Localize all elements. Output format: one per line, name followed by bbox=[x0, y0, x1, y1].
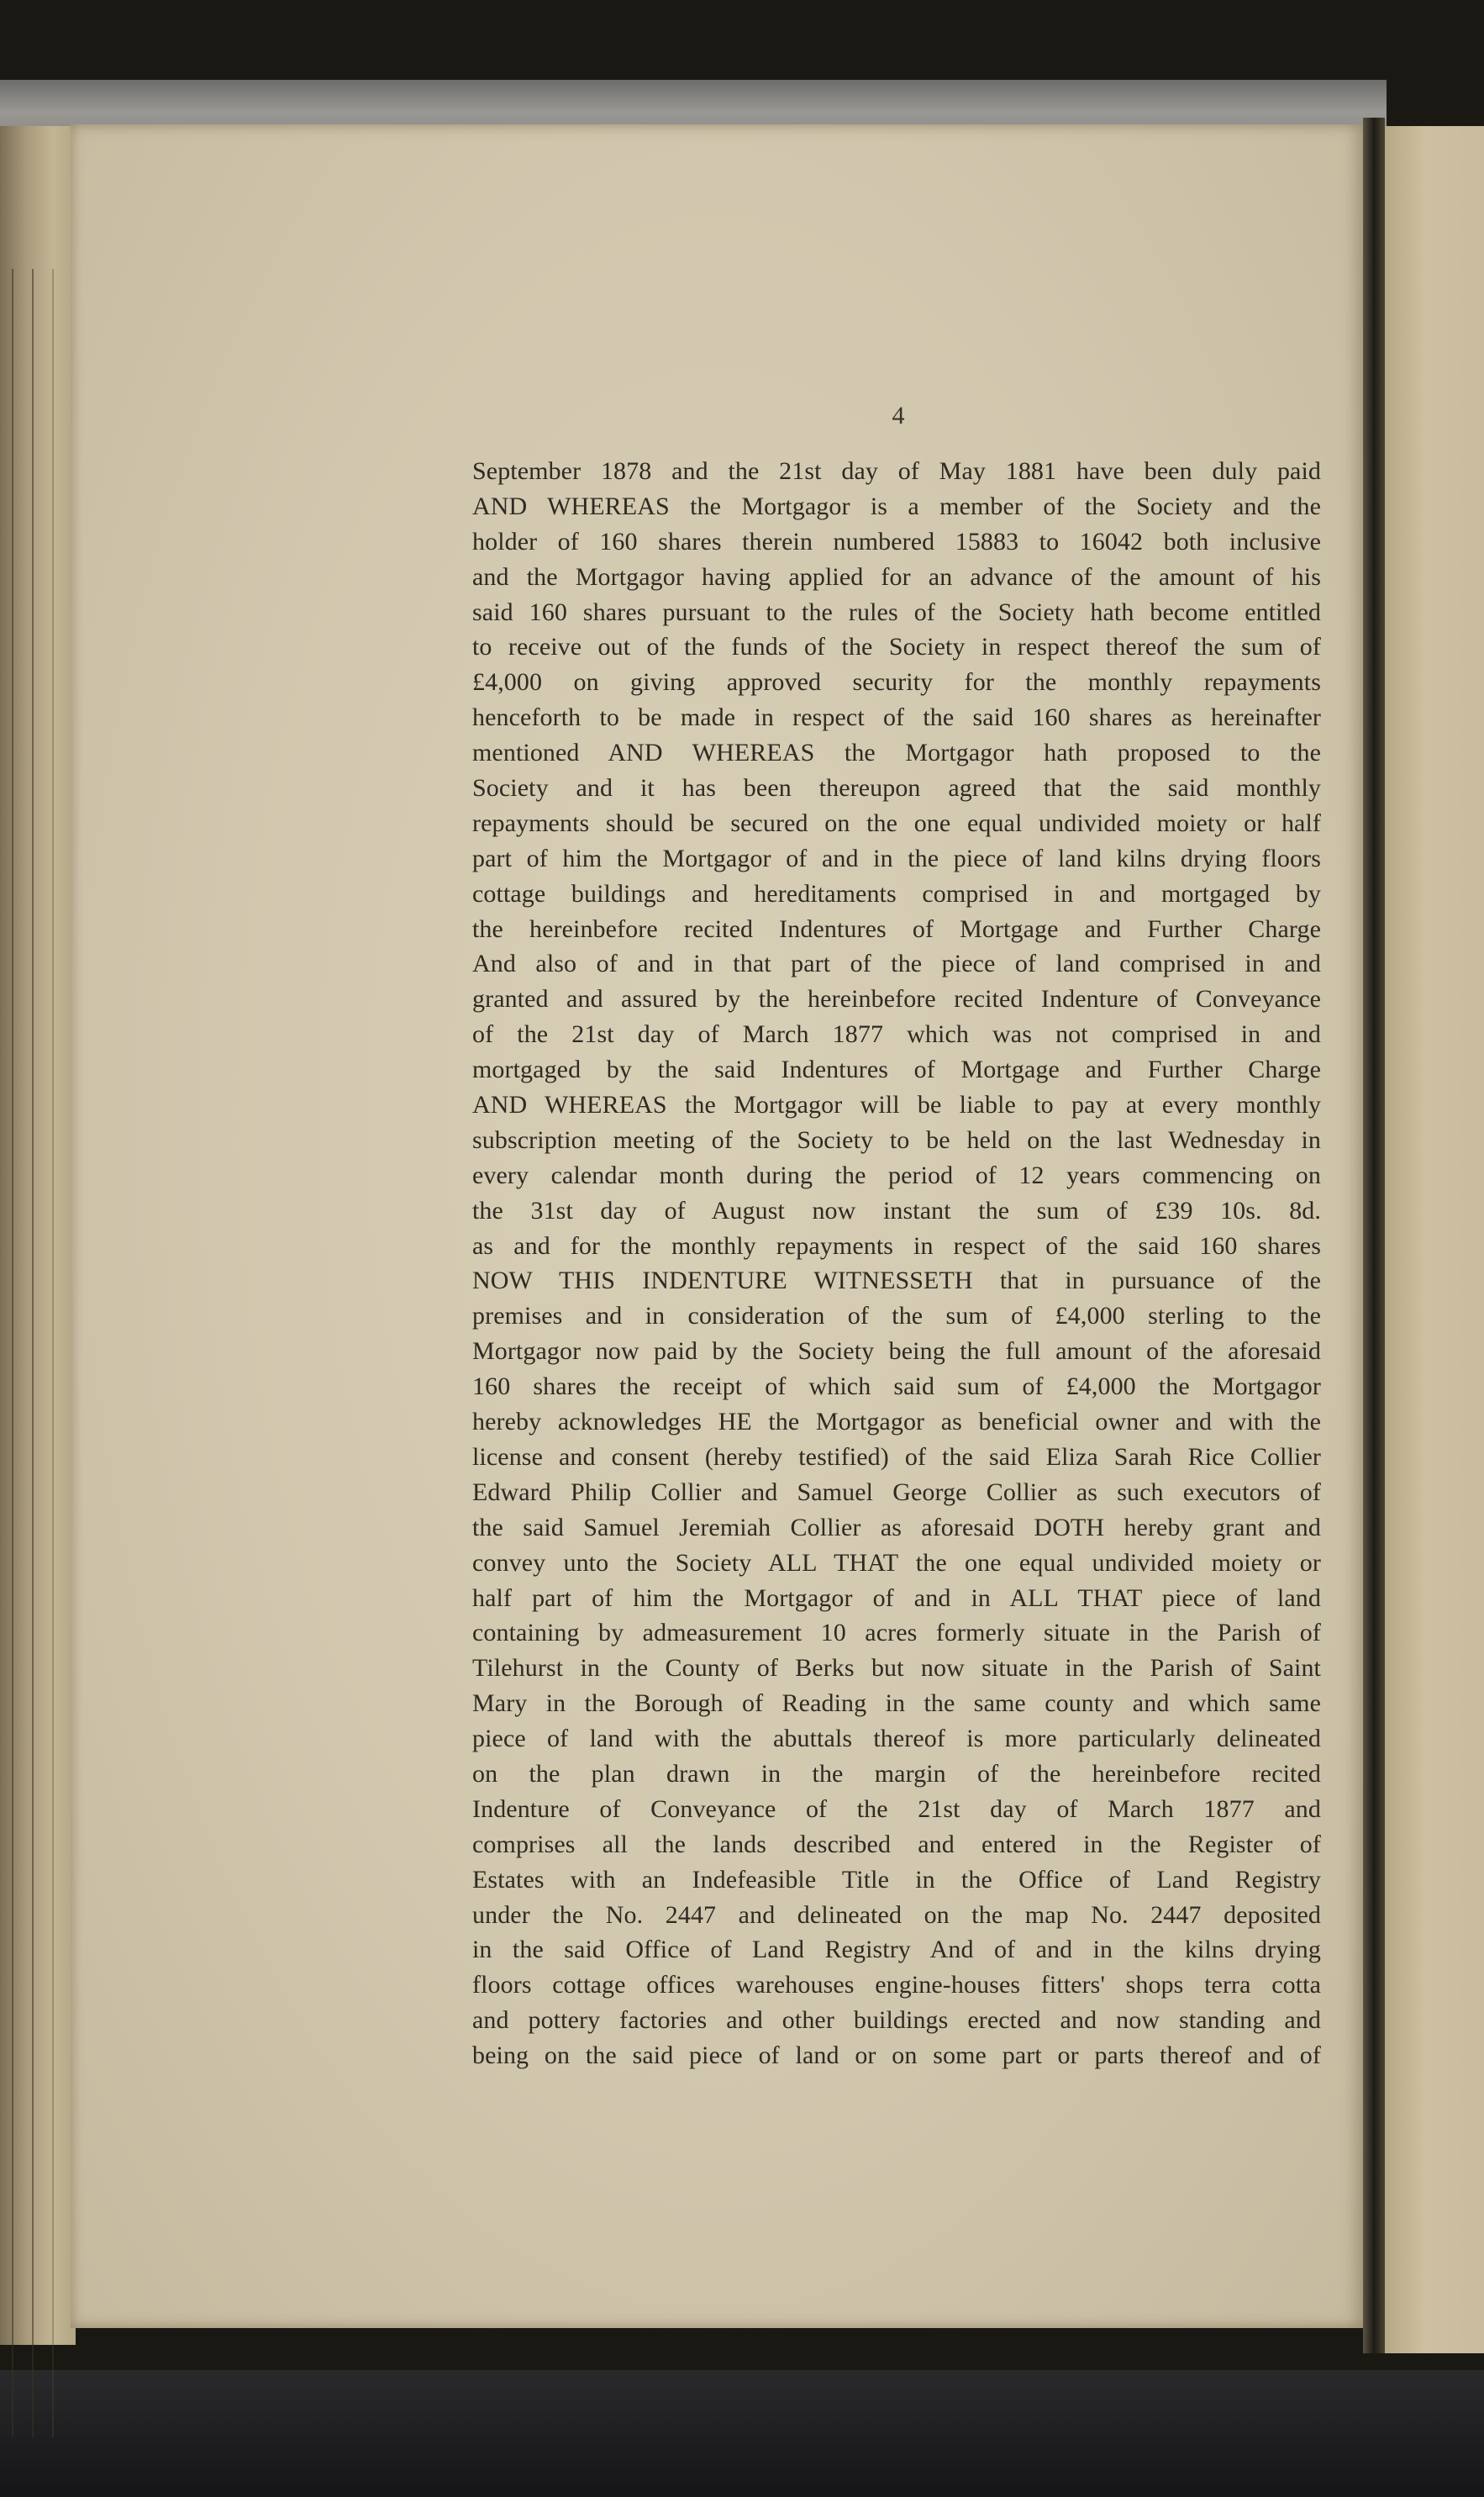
text-line: Mortgagor now paid by the Society being the full amount of the aforesaid bbox=[472, 1337, 1321, 1366]
facing-page-edge bbox=[1385, 126, 1484, 2353]
book-gutter bbox=[1363, 118, 1385, 2353]
text-line: license and consent (hereby testified) of the said Eliza Sarah Rice Collier bbox=[472, 1442, 1321, 1471]
text-line: on the plan drawn in the margin of the hereinbefore recited bbox=[472, 1759, 1321, 1788]
text-line: subscription meeting of the Society to be held on the last Wednesday in bbox=[472, 1125, 1321, 1154]
text-line: AND WHEREAS the Mortgagor is a member of the Society and the bbox=[472, 492, 1321, 520]
text-line: under the No. 2447 and delineated on the map No. 2447 deposited bbox=[472, 1900, 1321, 1929]
text-line: repayments should be secured on the one equal undivided moiety or half bbox=[472, 809, 1321, 837]
text-line: comprises all the lands described and entered in the Register of bbox=[472, 1830, 1321, 1858]
text-line: Tilehurst in the County of Berks but now situate in the Parish of Saint bbox=[472, 1654, 1321, 1683]
text-line: every calendar month during the period of 12 years commencing on bbox=[472, 1161, 1321, 1189]
body-text bbox=[472, 454, 1321, 2073]
text-line: half part of him the Mortgagor of and in ALL THAT piece of land bbox=[472, 1583, 1321, 1612]
page-edge-line bbox=[32, 269, 34, 2437]
text-line: being on the said piece of land or on some part or parts thereof and of bbox=[472, 2041, 1321, 2070]
binding-cloth bbox=[0, 2370, 1484, 2497]
text-line: part of him the Mortgagor of and in the piece of land kilns drying floors bbox=[472, 844, 1321, 872]
text-line: to receive out of the funds of the Society in respect thereof the sum of bbox=[472, 633, 1321, 661]
text-line: convey unto the Society ALL THAT the one equal undivided moiety or bbox=[472, 1548, 1321, 1577]
text-line: Society and it has been thereupon agreed that the said monthly bbox=[472, 774, 1321, 803]
text-line: NOW THIS INDENTURE WITNESSETH that in pursuance of the bbox=[472, 1267, 1321, 1295]
page-edge-line bbox=[12, 269, 13, 2437]
text-line: premises and in consideration of the sum of £4,000 sterling to the bbox=[472, 1302, 1321, 1330]
text-line: AND WHEREAS the Mortgagor will be liable to pay at every monthly bbox=[472, 1091, 1321, 1119]
text-line: as and for the monthly repayments in respect of the said 160 shares bbox=[472, 1231, 1321, 1260]
page-edge-line bbox=[52, 269, 54, 2437]
text-line: mortgaged by the said Indentures of Mortgage and Further Charge bbox=[472, 1056, 1321, 1084]
text-line: containing by admeasurement 10 acres formerly situate in the Parish of bbox=[472, 1619, 1321, 1647]
text-line: said 160 shares pursuant to the rules of the Society hath become entitled bbox=[472, 598, 1321, 626]
text-line: granted and assured by the hereinbefore recited Indenture of Conveyance bbox=[472, 985, 1321, 1014]
text-line: piece of land with the abuttals thereof is more particularly delineated bbox=[472, 1725, 1321, 1753]
text-line: of the 21st day of March 1877 which was not comprised in and bbox=[472, 1020, 1321, 1049]
text-line: the hereinbefore recited Indentures of Mortgage and Further Charge bbox=[472, 914, 1321, 943]
left-page-stack bbox=[0, 126, 76, 2345]
text-line: 160 shares the receipt of which said sum of £4,000 the Mortgagor bbox=[472, 1372, 1321, 1401]
text-line: Indenture of Conveyance of the 21st day of March 1877 and bbox=[472, 1794, 1321, 1823]
page-number: 4 bbox=[892, 402, 905, 429]
text-line: in the said Office of Land Registry And of and in the kilns drying bbox=[472, 1936, 1321, 1964]
text-line: September 1878 and the 21st day of May 1881 have been duly paid bbox=[472, 457, 1321, 485]
text-line: cottage buildings and hereditaments comprised in and mortgaged by bbox=[472, 879, 1321, 908]
text-line: the 31st day of August now instant the sum of £39 10s. 8d. bbox=[472, 1196, 1321, 1225]
text-line: Mary in the Borough of Reading in the same county and which same bbox=[472, 1689, 1321, 1718]
text-line: hereby acknowledges HE the Mortgagor as beneficial owner and with the bbox=[472, 1408, 1321, 1436]
text-line: and pottery factories and other buildings erected and now standing and bbox=[472, 2006, 1321, 2035]
text-line: holder of 160 shares therein numbered 15883 to 16042 both inclusive bbox=[472, 527, 1321, 556]
text-line: Estates with an Indefeasible Title in the Office of Land Registry bbox=[472, 1865, 1321, 1894]
text-line: henceforth to be made in respect of the said 160 shares as hereinafter bbox=[472, 703, 1321, 732]
text-line: and the Mortgagor having applied for an advance of the amount of his bbox=[472, 562, 1321, 591]
text-line: £4,000 on giving approved security for the monthly repayments bbox=[472, 668, 1321, 697]
text-line: mentioned AND WHEREAS the Mortgagor hath proposed to the bbox=[472, 739, 1321, 767]
text-line: floors cottage offices warehouses engine-houses fitters' shops terra cotta bbox=[472, 1971, 1321, 1999]
text-line: Edward Philip Collier and Samuel George Collier as such executors of bbox=[472, 1478, 1321, 1506]
text-line: And also of and in that part of the piece of land comprised in and bbox=[472, 950, 1321, 978]
text-line: the said Samuel Jeremiah Collier as aforesaid DOTH hereby grant and bbox=[472, 1513, 1321, 1541]
